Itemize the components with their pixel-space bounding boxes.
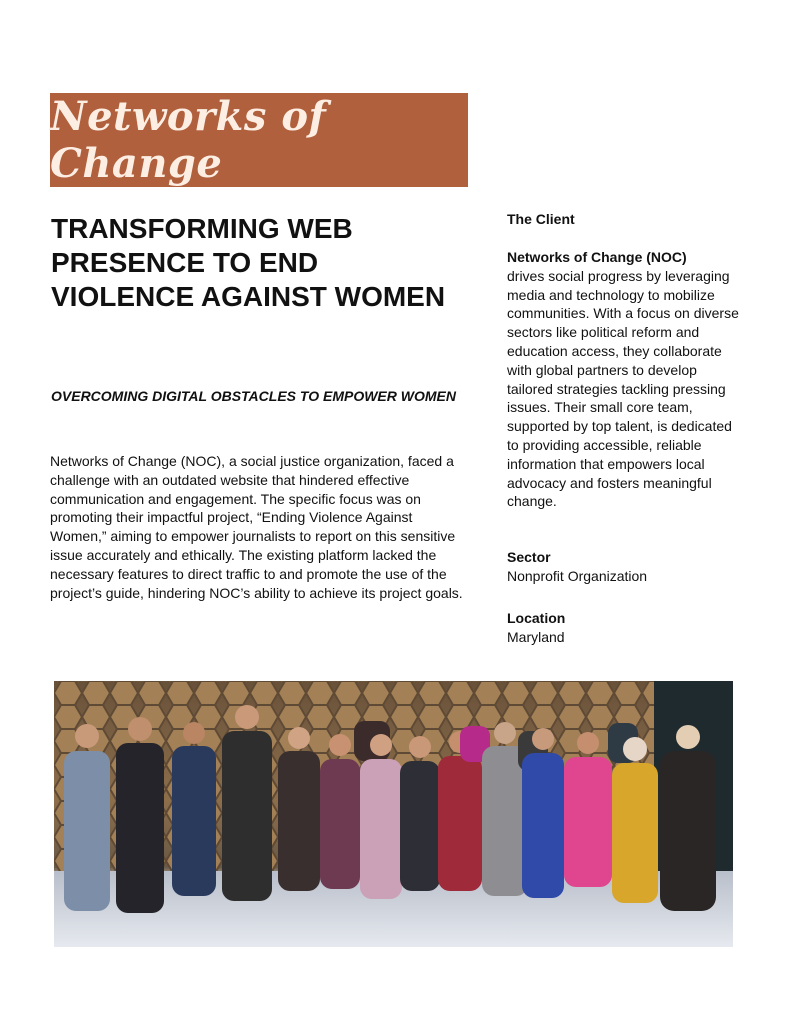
group-photo <box>54 681 733 947</box>
group-photo-illustration <box>54 681 733 947</box>
client-name: Networks of Change (NOC) <box>507 249 687 265</box>
client-description-block <box>507 248 745 511</box>
page-title: TRANSFORMING WEB PRESENCE TO END VIOLENCE AGAINST WOMEN <box>51 213 446 312</box>
location-value: Maryland <box>507 629 565 645</box>
client-description: drives social progress by leveraging media and technology to mobilize communities. With a focus on diverse sectors like political reform and education access, they collaborate with global partners to develop tailored strategies tackling pressing issues. Their small core team, supported by top talent, is dedicated to providing accessible, reliable information that empowers local advocacy and fosters meaningful change. <box>507 267 739 510</box>
page-subtitle: OVERCOMING DIGITAL OBSTACLES TO EMPOWER WOMEN <box>51 388 456 404</box>
brand-banner <box>50 93 468 187</box>
client-heading: The Client <box>507 211 575 227</box>
intro-paragraph: Networks of Change (NOC), a social justice organization, faced a challenge with an outdated website that hindered effective communication and engagement. The specific focus was on promoting their impactful project, “Ending Violence Against Women,” aiming to empower journalists to report on this sensitive issue accurately and ethically. The existing platform lacked the necessary features to direct traffic to and promote the use of the project’s guide, hindering NOC’s ability to achieve its project goals. <box>50 453 463 601</box>
sector-heading: Sector <box>507 549 551 565</box>
sector-value: Nonprofit Organization <box>507 568 648 584</box>
location-heading: Location <box>507 610 566 626</box>
banner-title: Networks of Change <box>50 93 327 187</box>
